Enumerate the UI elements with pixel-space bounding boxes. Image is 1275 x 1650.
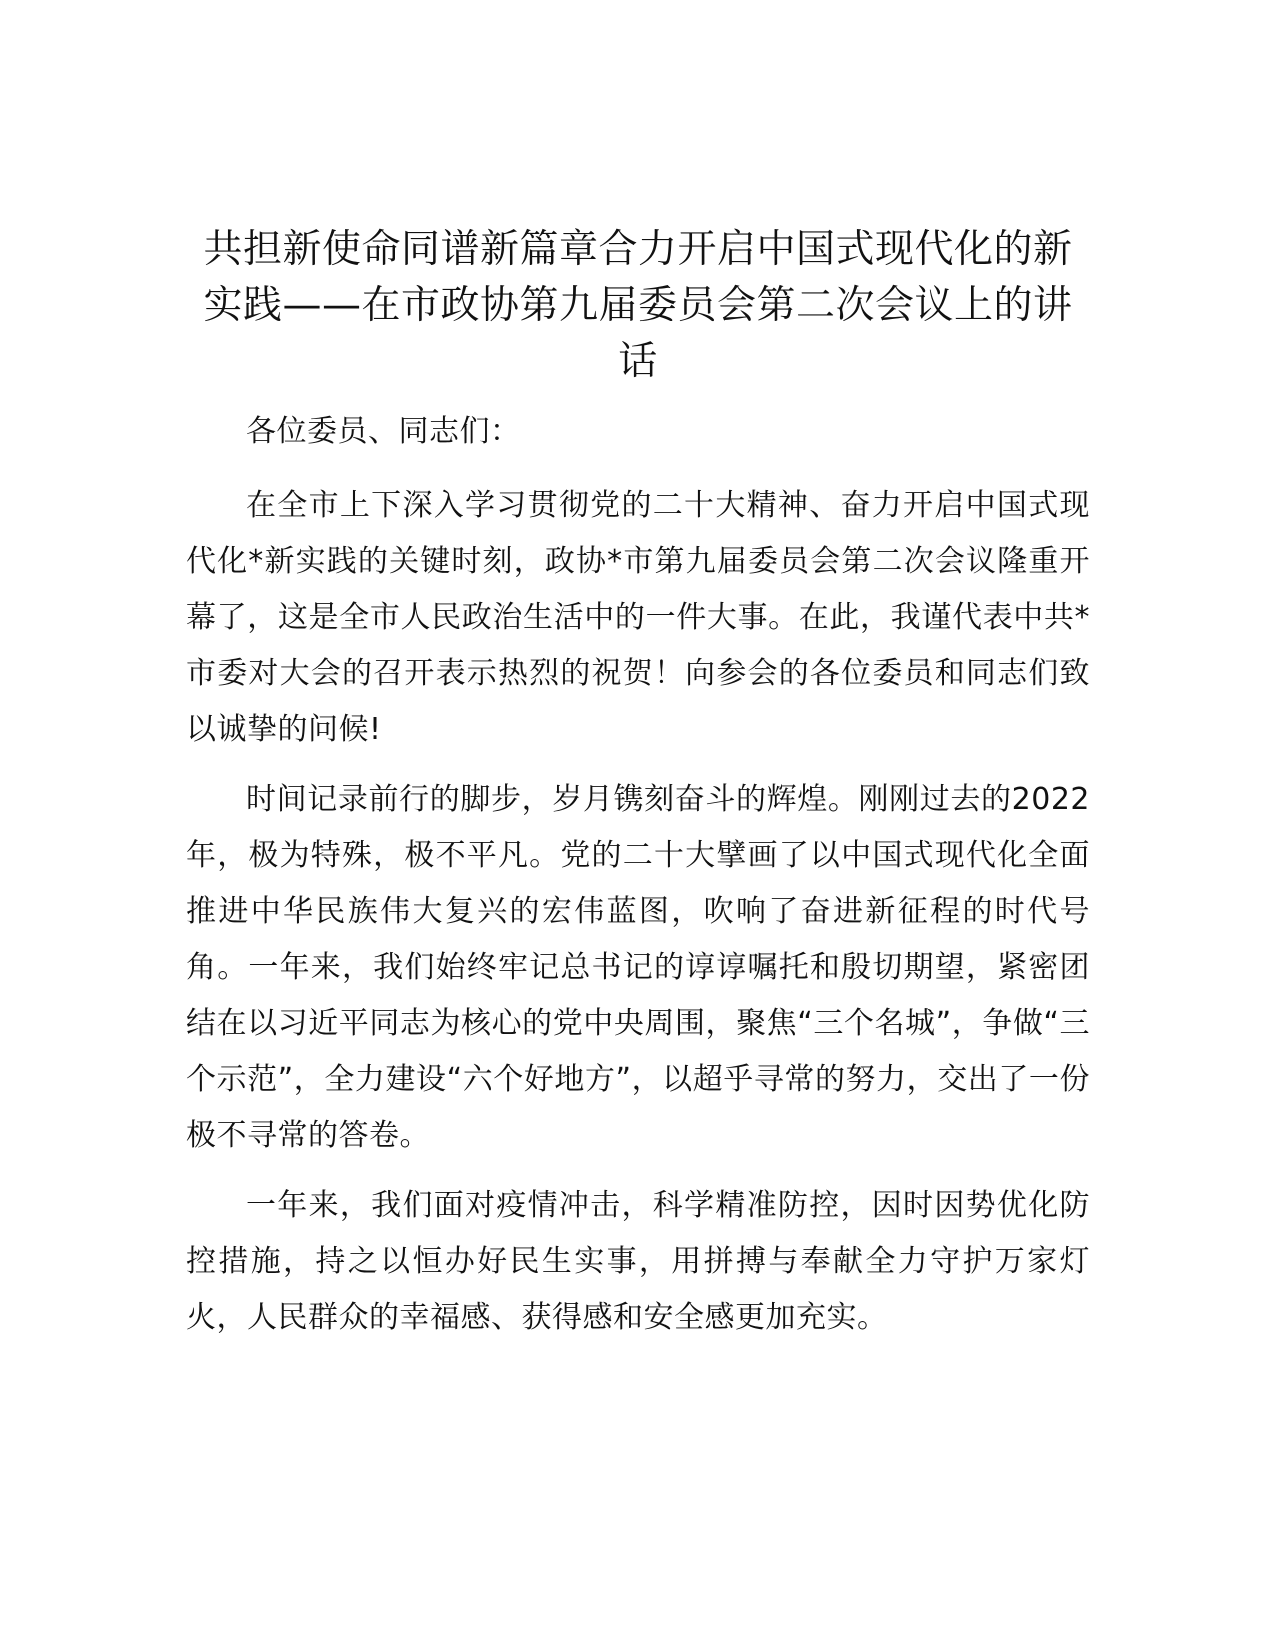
body-paragraph-2: 时间记录前行的脚步，岁月镌刻奋斗的辉煌。刚刚过去的2022年，极为特殊，极不平凡。党的二十大擘画了以中国式现代化全面推进中华民族伟大复兴的宏伟蓝图，吹响了奋进新征程的时代号角。一年来，我们始终牢记总书记的谆谆嘱托和殷切期望，紧密团结在以习近平同志为核心的党中央周围，聚焦“三个名城”，争做“三个示范”，全力建设“六个好地方”，以超乎寻常的努力，交出了一份极不寻常的答卷。 (186, 782, 1090, 1153)
document-page (186, 222, 1090, 1360)
body-paragraph-1: 在全市上下深入学习贯彻党的二十大精神、奋力开启中国式现代化*新实践的关键时刻，政协*市第九届委员会第二次会议隆重开幕了，这是全市人民政治生活中的一件大事。在此，我谨代表中共*市委对大会的召开表示热烈的祝贺！向参会的各位委员和同志们致以诚挚的问候! (186, 488, 1090, 747)
greeting-line: 各位委员、同志们： (246, 414, 521, 449)
document-title: 共担新使命同谱新篇章合力开启中国式现代化的新实践——在市政协第九届委员会第二次会议上的讲话 (203, 227, 1073, 384)
body-paragraph-3: 一年来，我们面对疫情冲击，科学精准防控，因时因势优化防控措施，持之以恒办好民生实事，用拼搏与奉献全力守护万家灯火，人民群众的幸福感、获得感和安全感更加充实。 (186, 1188, 1090, 1335)
